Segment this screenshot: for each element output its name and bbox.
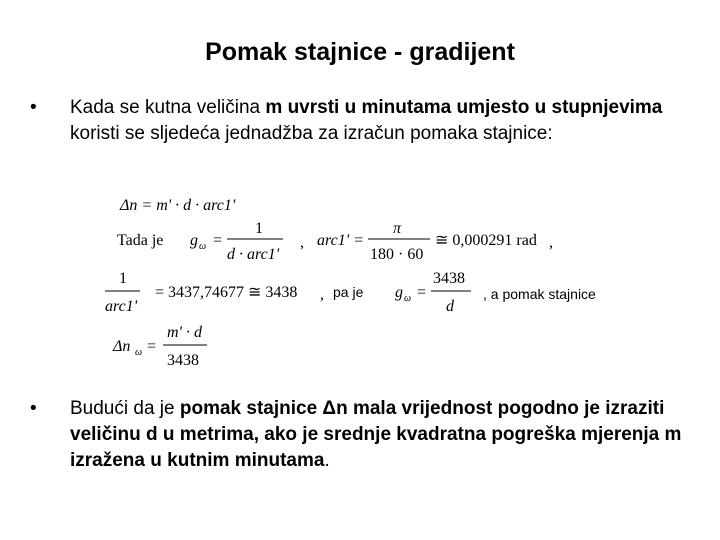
equation-3-den2: d	[446, 298, 454, 315]
bullet-2-part1: Budući da je	[70, 398, 180, 419]
equation-4-den: 3438	[167, 352, 199, 369]
equation-3-sub: ω	[404, 293, 412, 304]
equation-3-den: arc1'	[105, 298, 138, 315]
bullet-2	[30, 396, 690, 474]
equation-3-num: 1	[119, 270, 127, 287]
equation-2-den2: 180 · 60	[370, 246, 424, 263]
equation-2-eq: =	[213, 232, 223, 249]
bullet-1-part2: koristi se sljedeća jednadžba za izračun pomaka stajnice:	[70, 123, 553, 144]
bullet-1-bold: m uvrsti u minutama umjesto u stupnjevima	[265, 97, 663, 118]
bullet-2-bold: pomak stajnice Δn mala vrijednost pogodno je izraziti veličinu d u metrima, ako je srednje kvadratna pogreška mjerenja m izražena u kutnim minutama	[70, 398, 682, 471]
equation-3-mid: pa je	[333, 284, 364, 300]
equation-3-eq: =	[417, 284, 427, 301]
equation-3-val: = 3437,74677 ≅ 3438	[155, 284, 298, 301]
bullet-2-text	[70, 396, 690, 474]
equation-2-num: 1	[255, 220, 263, 237]
equation-2-sub: ω	[199, 241, 207, 252]
bullet-1	[30, 95, 690, 147]
equation-3-sep: ,	[320, 286, 324, 303]
equation-2-prefix: Tada je	[117, 232, 164, 249]
equation-svg	[105, 185, 625, 375]
equation-2-lhs: g	[190, 232, 198, 249]
bullet-dot: •	[30, 97, 37, 118]
equation-2-end: ,	[549, 234, 553, 251]
equation-2-pi: π	[393, 220, 402, 237]
equation-3-lhs: g	[395, 284, 403, 301]
bullet-2-part2: .	[324, 450, 330, 471]
equation-2-val: ≅ 0,000291 rad	[435, 232, 537, 249]
bullet-1-part1: Kada se kutna veličina	[70, 97, 266, 118]
equation-1: Δn = m' · d · arc1'	[120, 197, 236, 214]
equation-3-end: , a pomak stajnice	[483, 286, 596, 302]
equation-4-lhs: Δn	[113, 338, 131, 355]
equation-2-den: d · arc1'	[227, 246, 280, 263]
equation-3-num2: 3438	[433, 270, 465, 287]
bullet-dot: •	[30, 398, 37, 419]
equation-4-sub: ω	[135, 347, 143, 358]
equation-2-sep: ,	[300, 234, 304, 251]
equation-4-num: m' · d	[167, 324, 202, 341]
equation-4-eq: =	[147, 338, 157, 355]
slide-title: Pomak stajnice - gradijent	[205, 38, 515, 66]
equation-2-arc: arc1' =	[317, 232, 364, 249]
equation-block	[105, 185, 625, 375]
bullet-1-text	[70, 95, 690, 147]
